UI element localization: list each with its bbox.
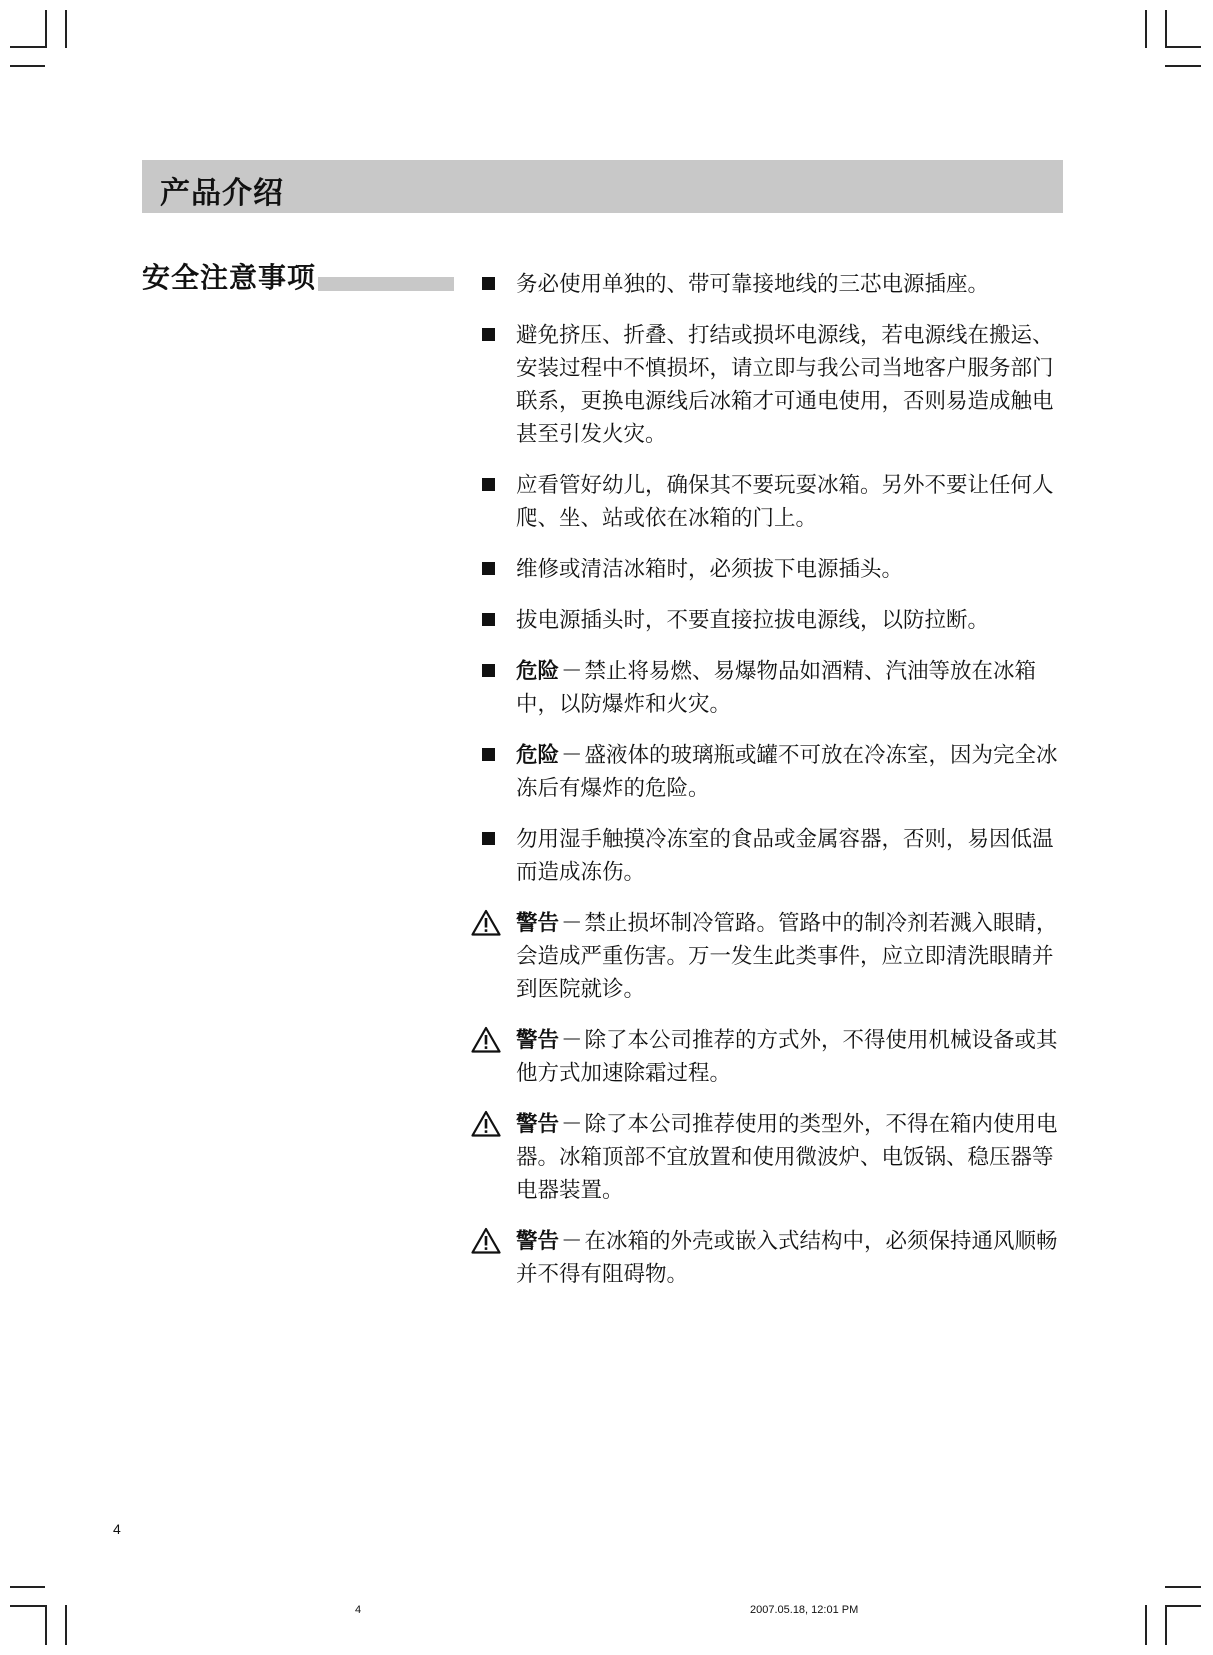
list-item [470,268,1070,301]
notice-prefix: 警告 [516,1112,560,1137]
notice-prefix: 警告 [516,1028,560,1053]
notice-body: 禁止损坏制冷管路。管路中的制冷剂若溅入眼睛，会造成严重伤害。万一发生此类事件，应立即清洗眼睛并到医院就诊。 [516,911,1058,1002]
square-bullet-icon [482,277,495,290]
notice-dash: － [561,911,583,936]
list-item-text [516,1024,1070,1090]
section-title: 安全注意事项 [142,256,318,296]
notice-body: 禁止将易燃、易爆物品如酒精、汽油等放在冰箱中，以防爆炸和火灾。 [516,659,1037,717]
square-bullet-icon [482,613,495,626]
list-item-text [516,1225,1070,1291]
notice-dash: － [561,1112,583,1137]
crop-mark [1145,10,1147,48]
notice-body: 勿用湿手触摸冷冻室的食品或金属容器，否则，易因低温而造成冻伤。 [516,827,1054,885]
crop-mark [10,1586,45,1588]
list-item-text [516,1108,1070,1207]
crop-mark [10,1605,45,1607]
crop-mark [65,10,67,48]
chapter-header-band [142,160,1063,213]
list-item-text [516,823,1070,889]
list-item-text [516,739,1070,805]
notice-dash: － [561,659,583,684]
square-bullet-icon [482,478,495,491]
list-item [470,1108,1070,1207]
list-item [470,1225,1070,1291]
crop-mark [65,1605,67,1645]
notice-prefix: 警告 [516,1229,560,1254]
notice-prefix: 警告 [516,911,560,936]
notice-dash: － [561,1028,583,1053]
chapter-title: 产品介绍 [160,176,284,211]
crop-mark [10,46,45,48]
list-item [470,319,1070,451]
list-item-text [516,907,1070,1006]
notice-body: 务必使用单独的、带可靠接地线的三芯电源插座。 [516,272,990,297]
list-item [470,655,1070,721]
safety-notice-list [470,268,1070,1309]
square-bullet-icon [482,664,495,677]
footer-timestamp: 2007.05.18, 12:01 PM [750,1604,859,1616]
notice-body: 盛液体的玻璃瓶或罐不可放在冷冻室，因为完全冰冻后有爆炸的危险。 [516,743,1058,801]
notice-dash: － [561,743,583,768]
square-bullet-icon [482,562,495,575]
notice-body: 应看管好幼儿，确保其不要玩耍冰箱。另外不要让任何人爬、坐、站或依在冰箱的门上。 [516,473,1054,531]
square-bullet-icon [482,328,495,341]
list-item [470,739,1070,805]
footer-page-number: 4 [355,1604,362,1616]
notice-prefix: 危险 [516,659,560,684]
square-bullet-icon [482,832,495,845]
list-item [470,469,1070,535]
crop-mark [1165,1586,1201,1588]
list-item-text [516,604,1070,637]
list-item [470,553,1070,586]
notice-body: 在冰箱的外壳或嵌入式结构中，必须保持通风顺畅并不得有阻碍物。 [516,1229,1058,1287]
warning-triangle-icon [471,1026,501,1053]
notice-body: 避免挤压、折叠、打结或损坏电源线，若电源线在搬运、安装过程中不慎损坏，请立即与我公司当地客户服务部门联系，更换电源线后冰箱才可通电使用，否则易造成触电甚至引发火灾。 [516,323,1054,447]
warning-triangle-icon [471,1110,501,1137]
square-bullet-icon [482,748,495,761]
crop-mark [1165,1605,1167,1645]
crop-mark [10,65,45,67]
crop-mark [1165,46,1201,48]
list-item [470,1024,1070,1090]
crop-mark [1165,1605,1201,1607]
crop-mark [45,10,47,48]
notice-dash: － [561,1229,583,1254]
notice-body: 除了本公司推荐的方式外，不得使用机械设备或其他方式加速除霜过程。 [516,1028,1058,1086]
notice-body: 拔电源插头时，不要直接拉拔电源线，以防拉断。 [516,608,990,633]
list-item-text [516,553,1070,586]
list-item-text [516,268,1070,301]
list-item [470,604,1070,637]
list-item-text [516,655,1070,721]
notice-body: 维修或清洁冰箱时，必须拔下电源插头。 [516,557,904,582]
list-item-text [516,469,1070,535]
crop-mark [1145,1605,1147,1645]
warning-triangle-icon [471,909,501,936]
page-number: 4 [113,1521,121,1537]
crop-mark [45,1605,47,1645]
crop-mark [1165,10,1167,48]
warning-triangle-icon [471,1227,501,1254]
notice-prefix: 危险 [516,743,560,768]
list-item [470,907,1070,1006]
crop-mark [1165,65,1201,67]
list-item [470,823,1070,889]
notice-body: 除了本公司推荐使用的类型外，不得在箱内使用电器。冰箱顶部不宜放置和使用微波炉、电饭锅、稳压器等电器装置。 [516,1112,1058,1203]
list-item-text [516,319,1070,451]
